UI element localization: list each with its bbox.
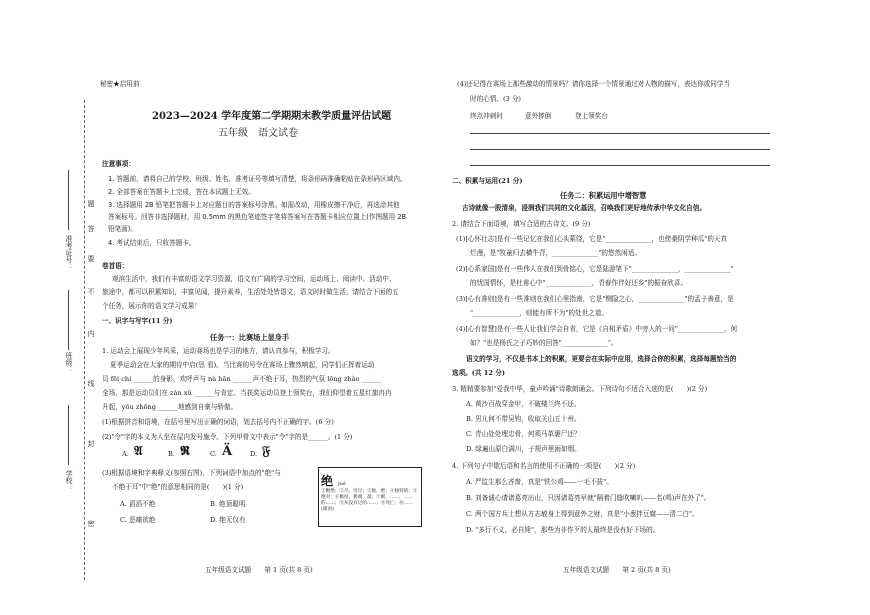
q2-item: 烂漫，是"牧童归去横牛背，______________"的悠然闲适。 [470,249,641,257]
q2-item: 如？"也是杨氏之子巧妙的回答"______________"。 [470,339,618,347]
seal-char: 密 [87,520,95,527]
q1-passage: 员 fēi chí ______的身影，欢呼声与 nà hǎn ______声不绝于耳，热烈的气氛 lōng zhào ______ [102,375,382,383]
seal-char: 封 [87,440,95,447]
field-class: 班级： [65,352,73,373]
option-label: B. [168,450,175,458]
field-class-blank [68,290,69,350]
section2-lead: 古诗就像一股清泉，浸润我们共同的文化基因，召唤我们更好地传承中华文化自信。 [462,204,706,212]
r-q4-option: 意外摔倒 [525,112,552,120]
q1-sub3: (3)根据语境和字典释义(参照右图)，下列词语中加点的"绝"与 [102,469,281,477]
notice-heading: 注意事项： [102,160,135,168]
q4-choice: D. "多行不义，必自毙"，那些为非作歹的人最终是没有好下场的。 [466,526,660,534]
preface-heading: 卷首语： [102,262,129,270]
dictionary-text: ①断绝；②尽，穷尽；③极，绝；④独特的；⑤绝对；⑥极度，极端，最；⑦断，……，……的……；⑧从没有过的……；⑨死亡；⑩……(副词) [321,489,418,512]
field-exam-number: 准考证号： [65,235,73,270]
field-school: 学校： [65,470,73,491]
notice-line: 铅笔画)。 [108,225,137,233]
q4-choice: B. 刘备诚心请诸葛亮出山，只因诸葛亮早就"隔着门缝吹喇叭——名(鸣)声在外了"。 [466,494,711,502]
notice-line: 2. 全部答案在答题卡上完成，答在本试题上无效。 [108,188,255,196]
dictionary-head: 绝 [321,474,334,488]
seal-char: 答 [87,225,95,232]
section2-lead2: 选项。(共 12 分) [452,369,505,377]
option-label: C. [210,450,217,458]
q1-sub3: 不绝于耳"中"绝"的意思相同的是( )(1 分) [112,483,244,491]
oracle-glyph-d: 𝔉 [262,444,271,459]
field-exam-number-blank [68,170,69,230]
option-label: D. [250,450,258,458]
q3-option: C. 恶痛欲绝 [120,516,156,524]
q3-choice: D. 绿遍山原白满川，子规声里雨如烟。 [466,445,581,453]
preface-line: 观滨生活中，我们有丰富的语文学习资源，语文有广阔的学习空间，运动场上、阅读中、活动中、 [112,275,396,283]
answer-line [470,133,770,134]
r-q4-option: 终点冲刺时 [470,112,503,120]
q3-choice: A. 黄沙百战穿金甲，不破楼兰终不还。 [466,400,581,408]
r-q4-option: 登上领奖台 [575,112,608,120]
oracle-glyph-c: Ä [222,444,233,459]
answer-line [470,165,770,166]
q2-item: 的忧国情怀，是杜甫心中"______________，青春作伴好还乡"的振奋欣喜。 [470,279,688,287]
q3-title: 3. 精精要参加"爱我中华，童声吟诵"诗歌朗诵会。下列诗句不适合入选的是( )(2 分) [452,385,708,393]
q2-item: "______________，则能有所不为"的处世之道。 [470,309,608,317]
section2-heading: 二、积累与运用(21 分) [452,177,523,185]
q2-item: (1)[心怀壮志]是有一些记忆在我们心头萦绕，它是"______________，也傍桑阴学种瓜"的天真 [456,235,728,243]
q3-choice: C. 青山处处埋忠骨，何须马革裹尸还？ [466,430,581,438]
q2-item: (3)[心有准则]是有一些准则在我们心里指南，它是"恻隐之心，______________"的孟子善意，是 [456,295,734,303]
q1-passage: 夏季运动会在大家的期待中启(恳 看)。当比赛的号令在赛场上骤然响起，同学们正挥着运动 [110,361,375,369]
seal-char: 线 [87,380,95,387]
q1-passage: 全场，那是运动员们在 zàn xǔ ______与肯定。当获奖运动员登上领奖台，我们仰望着五星红旗冉冉 [102,389,392,397]
q1-passage: 升起，yōu zhōng ______地感到自豪与骄傲。 [102,403,238,411]
q4-choice: C. 两个国方兵士想从方志敏身上得到意外之财，真是"小葱拌豆腐——清二白"。 [466,510,699,518]
q2-title: 2. 请结合下面语境，填写合适的古诗文。(9 分) [452,220,591,228]
task1-title: 任务一：比赛场上显身手 [210,333,290,342]
r-q4: 时的心情。(3 分) [470,95,521,103]
seal-char: 题 [87,200,95,207]
notice-line: 答案标号。回答非选择题时，用 0.5mm 的黑色笔迹签字笔将答案写在答题卡相应位置上(作图题用 2B [108,213,407,221]
r-q4: (4)还记得在赛场上那些激动的情景吗？请你选择一个情景通过对人物的描写，表达你或同学当 [457,80,731,88]
oracle-glyph-a: 𝔄 [134,444,143,459]
answer-line [470,149,770,150]
footer-left: 五年级语文试题 第 1 页(共 8 页) [205,566,313,574]
preface-line: 个任务，展示你的语文学习成果！ [102,302,201,310]
dictionary-entry [318,467,422,527]
q4-title: 4. 下列句子中歇后语和名言的使用不正确的一项是( )(2 分) [452,462,636,470]
notice-line: 3. 选择题用 2B 铅笔把答题卡上对应题目的答案标号涂黑。如需改动，用橡皮擦干净后，再选涂其他 [108,201,400,209]
seal-char: 内 [87,330,95,337]
q3-choice: B. 男儿何不带吴钩，收取关山五十州。 [466,415,581,423]
dictionary-pinyin: jué [338,481,346,487]
field-school-blank [68,405,69,465]
q2-item: (4)[心有智慧]是有一些人让我们学会自省，它是《自相矛盾》中旁人的一问"______________，何 [456,325,738,333]
notice-line: 4. 考试结束后，只收答题卡。 [108,239,196,247]
footer-right: 五年级语文试题 第 2 页(共 8 页) [563,566,671,574]
option-label: A. [122,450,129,458]
secret-label: 秘密★启用前 [100,80,140,88]
preface-line: 旅途中，都可以积累知识，丰富见闻，提升素养，生活处处皆语文，语文时时做生活，请结合下面的五 [102,288,399,296]
notice-line: 1. 答题前，请将自己的学校、班级、姓名、准考证号等填写清楚，将条形码准确粘贴在条形码区域内。 [108,175,407,183]
seal-char: 要 [87,255,95,262]
q4-choice: A. 严监生那么吝啬，真是"铁公鸡——一毛不拔"。 [466,478,613,486]
q1-intro: 1. 运动会上展现少年风采，运动赛场也是学习的地方，请认真参与，积极学习。 [102,347,335,355]
q1-sub2: (2)"令"字的本义为人坐在屋内发号施令。下列甲骨文中表示"令"字的是______。(1 分) [102,433,353,441]
q3-option: B. 绝顶聪明 [210,500,246,508]
task2-title: 任务二：积累运用中增智慧 [560,191,647,200]
section2-lead2: 语文的学习，不仅是书本上的积累，更要会在实际中应用，选择合你的积累，选择每题恰当的 [466,355,737,363]
seal-char: 不 [87,288,95,295]
exam-subtitle: 五年级 语文试卷 [218,128,298,139]
q3-option: D. 绝无仅有 [210,516,246,524]
section1-heading: 一、识字与写字(11 分) [102,317,173,325]
q1-sub1: (1)根据拼音和语境，在括号里写出正确的词语，划去括号内不正确的字。(6 分) [102,418,334,426]
q3-option: A. 滔滔不绝 [120,500,156,508]
oracle-glyph-b: 𝕽 [180,444,190,459]
binding-line [84,100,85,580]
exam-title: 2023—2024 学年度第二学期期末教学质量评估试题 [152,111,392,122]
q2-item: (2)[心系家国]是有一些伟人在我们到骨铭心，它是陆游笔下"______________，______________" [456,265,734,273]
